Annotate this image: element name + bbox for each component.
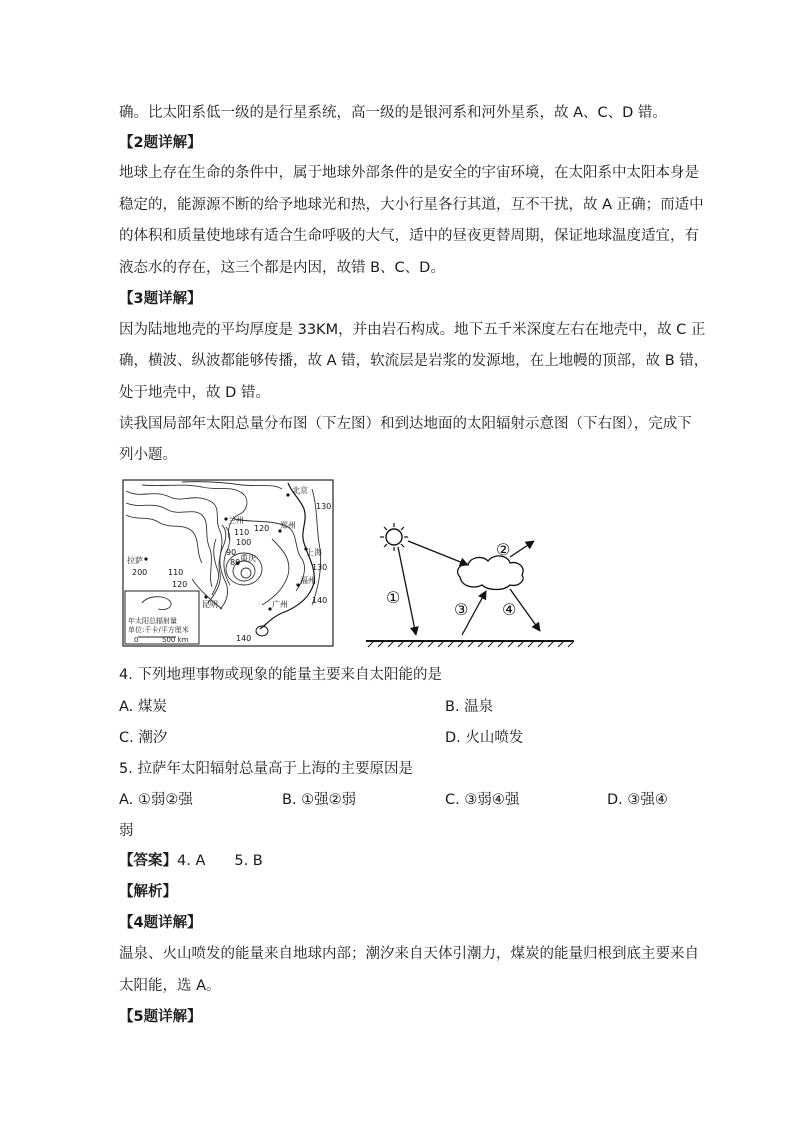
isoline-value: 100 (236, 538, 252, 547)
solar-radiation-map (123, 480, 333, 646)
answer-line (119, 851, 263, 871)
q4-option-a: A. 煤炭 (119, 699, 167, 715)
q5-option-a: A. ①弱②强 (119, 792, 193, 808)
solar-radiation-figures (122, 479, 582, 649)
isoline-value: 110 (168, 568, 184, 577)
question-5-stem: 5. 拉萨年太阳辐射总量高于上海的主要原因是 (119, 761, 413, 777)
section-header-q5: 【5题详解】 (119, 1009, 202, 1025)
paragraph-line: 因为陆地地壳的平均厚度是 33KM，并由岩石构成。地下五千米深度左右在地壳中，故 C 正 (119, 322, 706, 338)
isoline-value: 110 (234, 528, 250, 537)
legend-title: 年太阳总辐射量 (128, 617, 177, 625)
isoline-value: 140 (236, 634, 252, 643)
paragraph-line: 稳定的，能源源不断的给予地球光和热，大小行星各行其道，互不干扰，故 A 正确；而适中 (119, 197, 704, 213)
analysis-header: 【解析】 (119, 884, 177, 900)
paragraph-line: 的体积和质量使地球有适合生命呼吸的大气，适中的昼夜更替周期，保证地球温度适宜，有 (119, 228, 699, 244)
city-chongqing: 重庆 (240, 554, 256, 563)
diagram-label-2: ② (496, 540, 511, 559)
paragraph-line: 确，横波、纵波都能够传播，故 A 错，软流层是岩浆的发源地，在上地幔的顶部，故 B 错， (119, 353, 709, 369)
q4-option-d: D. 火山喷发 (445, 730, 524, 746)
isoline-value: 140 (312, 596, 328, 605)
question-intro-line: 列小题。 (119, 447, 177, 463)
q4-option-b: B. 温泉 (445, 699, 494, 715)
radiation-diagram (366, 523, 574, 647)
paragraph-line: 处于地壳中，故 D 错。 (119, 385, 270, 401)
section-header-q2: 【2题详解】 (119, 135, 202, 151)
city-lasa: 拉萨 (127, 556, 143, 565)
city-guangzhou: 广州 (272, 600, 288, 609)
q4-option-c: C. 潮汐 (119, 730, 168, 746)
isoline-value: 130 (312, 563, 328, 572)
paragraph-line: 确。比太阳系低一级的是行星系统，高一级的是银河系和河外星系，故 A、C、D 错。 (119, 105, 667, 121)
city-beijing: 北京 (292, 486, 308, 495)
answer-label: 【答案】 (119, 853, 177, 869)
isoline-value: 120 (254, 524, 270, 533)
isoline-value: 90 (226, 548, 237, 557)
city-zhengzhou: 郑州 (280, 521, 296, 530)
isoline-value: 200 (132, 568, 148, 577)
q5-option-b: B. ①强②弱 (282, 792, 357, 808)
diagram-label-3: ③ (454, 600, 469, 619)
section-header-q4: 【4题详解】 (119, 915, 202, 931)
isoline-value: 130 (316, 502, 332, 511)
city-fuzhou: 福州 (300, 576, 316, 585)
sun-icon (380, 523, 408, 551)
paragraph-line: 太阳能，选 A。 (119, 978, 221, 994)
question-intro-line: 读我国局部年太阳总量分布图（下左图）和到达地面的太阳辐射示意图（下右图），完成下 (119, 416, 692, 432)
paragraph-line: 液态水的存在，这三个都是内因，故错 B、C、D。 (119, 260, 445, 276)
figure-area (122, 479, 582, 649)
paragraph-line: 地球上存在生命的条件中，属于地球外部条件的是安全的宇宙环境，在太阳系中太阳本身是 (119, 165, 699, 181)
section-header-q3: 【3题详解】 (119, 291, 202, 307)
cloud-icon (458, 556, 524, 590)
legend-unit: 单位:千卡/平方厘米 (128, 626, 189, 634)
q5-option-d-wrap: 弱 (119, 823, 134, 839)
diagram-label-1: ① (386, 588, 401, 607)
city-lanzhou: 兰州 (228, 516, 244, 525)
scale-label: 500 km (162, 636, 189, 644)
diagram-label-4: ④ (502, 600, 517, 619)
isoline-value: 120 (172, 580, 188, 589)
scale-zero: 0 (134, 636, 139, 644)
question-4-stem: 4. 下列地理事物或现象的能量主要来自太阳能的是 (119, 667, 442, 683)
city-kunming: 昆明 (202, 600, 218, 609)
paragraph-line: 温泉、火山喷发的能量来自地球内部；潮汐来自天体引潮力，煤炭的能量归根到底主要来自 (119, 946, 699, 962)
q5-option-d: D. ③强④ (607, 792, 668, 808)
isoline-value: 80 (230, 558, 241, 567)
city-shanghai: 上海 (306, 548, 322, 557)
answer-text: 4. A 5. B (177, 853, 263, 869)
q5-option-c: C. ③弱④强 (445, 792, 520, 808)
